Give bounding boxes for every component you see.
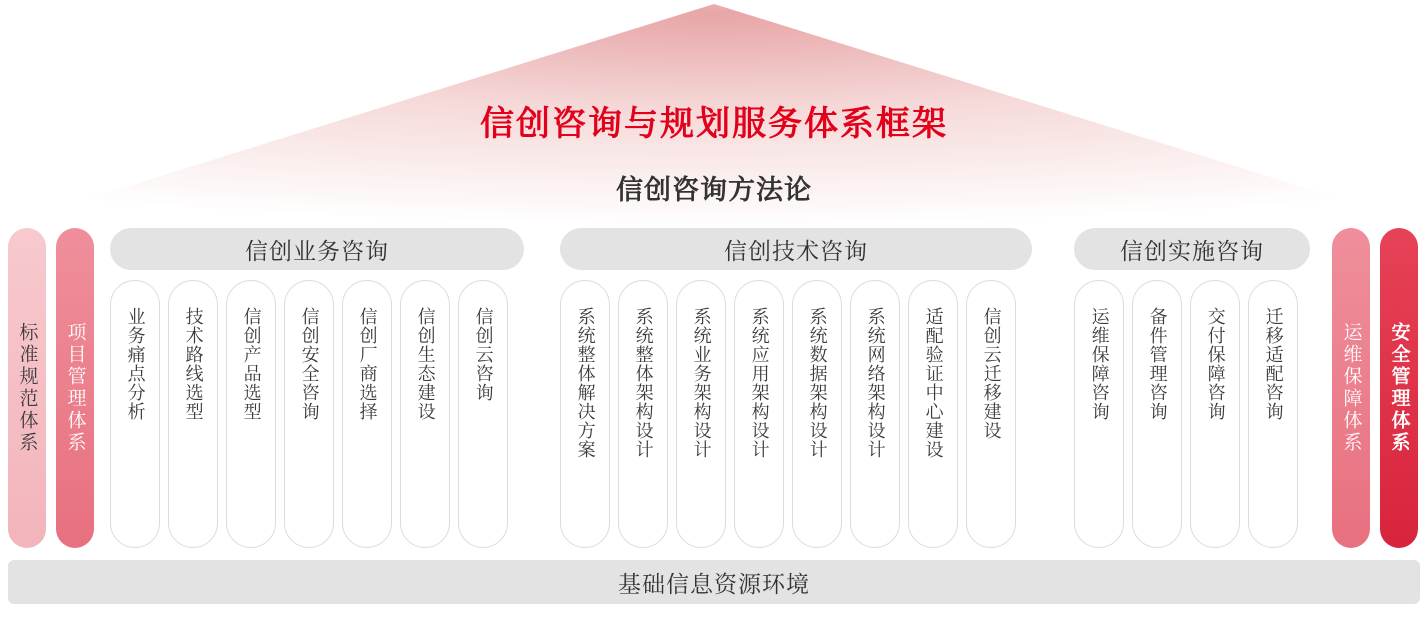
group-tech-consulting xyxy=(560,228,1032,548)
item-label: 备件管理咨询 xyxy=(1147,307,1168,421)
item-xinchuang-security-consulting[interactable] xyxy=(284,280,334,548)
item-business-pain-point-analysis[interactable] xyxy=(110,280,160,548)
item-label: 系统整体解决方案 xyxy=(575,307,596,459)
group-business-consulting-header: 信创业务咨询 xyxy=(110,228,524,270)
pillar-project-management-system[interactable] xyxy=(56,228,94,548)
item-system-business-architecture-design[interactable] xyxy=(676,280,726,548)
item-xinchuang-cloud-consulting[interactable] xyxy=(458,280,508,548)
item-system-application-architecture-design[interactable] xyxy=(734,280,784,548)
item-label: 系统应用架构设计 xyxy=(749,307,770,459)
diagram-title: 信创咨询与规划服务体系框架 xyxy=(480,105,948,143)
pillar-project-management-system-label: 项目管理体系 xyxy=(64,322,86,454)
item-xinchuang-vendor-selection[interactable] xyxy=(342,280,392,548)
group-implementation-consulting-items xyxy=(1074,280,1310,548)
item-ops-guarantee-consulting[interactable] xyxy=(1074,280,1124,548)
item-xinchuang-ecosystem-construction[interactable] xyxy=(400,280,450,548)
item-label: 运维保障咨询 xyxy=(1089,307,1110,421)
pillar-ops-guarantee-system-label: 运维保障体系 xyxy=(1340,322,1362,454)
group-tech-consulting-items xyxy=(560,280,1032,548)
item-label: 适配验证中心建设 xyxy=(923,307,944,459)
item-system-data-architecture-design[interactable] xyxy=(792,280,842,548)
item-label: 系统网络架构设计 xyxy=(865,307,886,459)
base-infrastructure-bar: 基础信息资源环境 xyxy=(8,560,1420,604)
item-migration-adaptation-consulting[interactable] xyxy=(1248,280,1298,548)
pillar-ops-guarantee-system[interactable] xyxy=(1332,228,1370,548)
item-label: 技术路线选型 xyxy=(183,307,204,421)
item-label: 信创云咨询 xyxy=(473,307,494,402)
item-spare-parts-management-consulting[interactable] xyxy=(1132,280,1182,548)
item-label: 信创厂商选择 xyxy=(357,307,378,421)
pillar-security-management-system[interactable] xyxy=(1380,228,1418,548)
item-label: 信创云迁移建设 xyxy=(981,307,1002,440)
item-label: 信创生态建设 xyxy=(415,307,436,421)
group-business-consulting-items xyxy=(110,280,524,548)
item-label: 系统数据架构设计 xyxy=(807,307,828,459)
group-implementation-consulting xyxy=(1074,228,1310,548)
item-system-overall-solution[interactable] xyxy=(560,280,610,548)
item-label: 系统业务架构设计 xyxy=(691,307,712,459)
item-label: 信创安全咨询 xyxy=(299,307,320,421)
diagram-subtitle: 信创咨询方法论 xyxy=(616,175,812,205)
item-label: 系统整体架构设计 xyxy=(633,307,654,459)
item-xinchuang-cloud-migration-construction[interactable] xyxy=(966,280,1016,548)
pillar-security-management-system-label: 安全管理体系 xyxy=(1388,322,1410,454)
item-system-overall-architecture-design[interactable] xyxy=(618,280,668,548)
group-business-consulting xyxy=(110,228,524,548)
item-system-network-architecture-design[interactable] xyxy=(850,280,900,548)
item-tech-roadmap-selection[interactable] xyxy=(168,280,218,548)
item-delivery-guarantee-consulting[interactable] xyxy=(1190,280,1240,548)
group-implementation-consulting-header: 信创实施咨询 xyxy=(1074,228,1310,270)
item-label: 业务痛点分析 xyxy=(125,307,146,421)
item-adaptation-verification-center-construction[interactable] xyxy=(908,280,958,548)
item-xinchuang-product-selection[interactable] xyxy=(226,280,276,548)
pillar-standard-spec-system[interactable] xyxy=(8,228,46,548)
pillar-standard-spec-system-label: 标准规范体系 xyxy=(16,322,38,454)
item-label: 信创产品选型 xyxy=(241,307,262,421)
group-tech-consulting-header: 信创技术咨询 xyxy=(560,228,1032,270)
item-label: 交付保障咨询 xyxy=(1205,307,1226,421)
item-label: 迁移适配咨询 xyxy=(1263,307,1284,421)
